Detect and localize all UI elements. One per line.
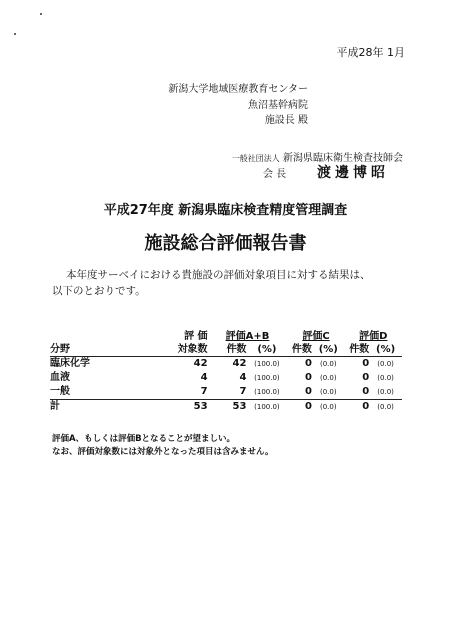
cell-pct-c: (0.0) [319,360,337,368]
table-row [50,357,402,372]
cell-count-d: 0 [345,400,370,415]
recipient-line-2: 魚沼基幹病院 [248,100,308,111]
org-name: 新潟県臨床衛生検査技師会 [283,153,403,164]
cell-pct-c: (0.0) [319,374,337,382]
evaluation-table [50,330,402,414]
table-row [50,371,402,385]
cell-pct-ab: (100.0) [254,388,280,396]
header-pct-c: (%) [312,343,345,357]
table-sub-header [50,343,402,357]
cell-count-c: 0 [304,386,312,397]
cell-target: 7 [200,386,208,397]
header-count-d: 件数 [345,343,370,357]
cell-count-ab: 4 [239,372,247,383]
cell-count-d: 0 [362,358,370,369]
intro-line-1: 本年度サーベイにおける貴施設の評価対象項目に対する結果は、 [66,269,371,281]
table-row [50,385,402,400]
header-grade-ab: 評価A+B [225,331,270,342]
cell-target: 42 [193,358,208,369]
cell-pct-ab: (100.0) [246,400,287,415]
cell-pct-ab: (100.0) [254,374,280,382]
header-grade-c: 評価C [302,331,330,342]
cell-pct-d: (0.0) [377,360,394,368]
cell-count-ab: 7 [239,386,247,397]
survey-title: 平成27年度 新潟県臨床検査精度管理調査 [103,203,348,218]
intro-line-2: 以下のとおりです。 [52,285,146,297]
scan-speck [40,13,42,15]
cell-field: 血液 [50,372,70,383]
cell-pct-c: (0.0) [312,400,345,415]
header-pct-d: (%) [369,343,402,357]
cell-count-c: 0 [304,372,312,383]
report-title: 施設総合評価報告書 [144,233,307,254]
header-field: 分野 [50,343,140,357]
cell-count-ab: 53 [208,400,247,415]
org-prefix: 一般社団法人 [231,154,280,163]
cell-pct-d: (0.0) [377,374,394,382]
cell-field: 計 [50,400,140,415]
note-line-1: 評価A、もしくは評価Bとなることが望ましい。 [52,434,236,444]
cell-pct-d: (0.0) [369,400,402,415]
cell-pct-d: (0.0) [377,388,394,396]
cell-field: 一般 [50,386,70,397]
header-grade-d: 評価D [359,331,388,342]
sender-name: 渡邊博昭 [317,165,389,181]
table-total-row [50,400,402,415]
cell-pct-ab: (100.0) [254,360,280,368]
cell-target: 53 [140,400,208,415]
header-count-c: 件数 [287,343,312,357]
header-target-top: 評 価 [184,331,208,342]
header-empty [50,330,140,343]
cell-count-c: 0 [304,358,312,369]
cell-count-c: 0 [287,400,312,415]
header-count-ab: 件数 [208,343,247,357]
recipient-line-1: 新潟大学地域医療教育センター [168,84,308,95]
note-line-2: なお、評価対象数には対象外となった項目は含みません。 [52,447,274,457]
table-group-header [50,330,402,343]
recipient-line-3: 施設長 殿 [264,115,308,126]
cell-field: 臨床化学 [50,358,90,369]
sender-role: 会 長 [263,169,287,180]
cell-count-d: 0 [362,386,370,397]
cell-pct-c: (0.0) [319,388,337,396]
cell-count-ab: 42 [232,358,247,369]
header-pct-ab: (%) [246,343,287,357]
cell-target: 4 [200,372,208,383]
document-date: 平成28年 1月 [336,46,405,59]
cell-count-d: 0 [362,372,370,383]
header-target: 対象数 [140,343,208,357]
scan-speck [14,33,16,35]
